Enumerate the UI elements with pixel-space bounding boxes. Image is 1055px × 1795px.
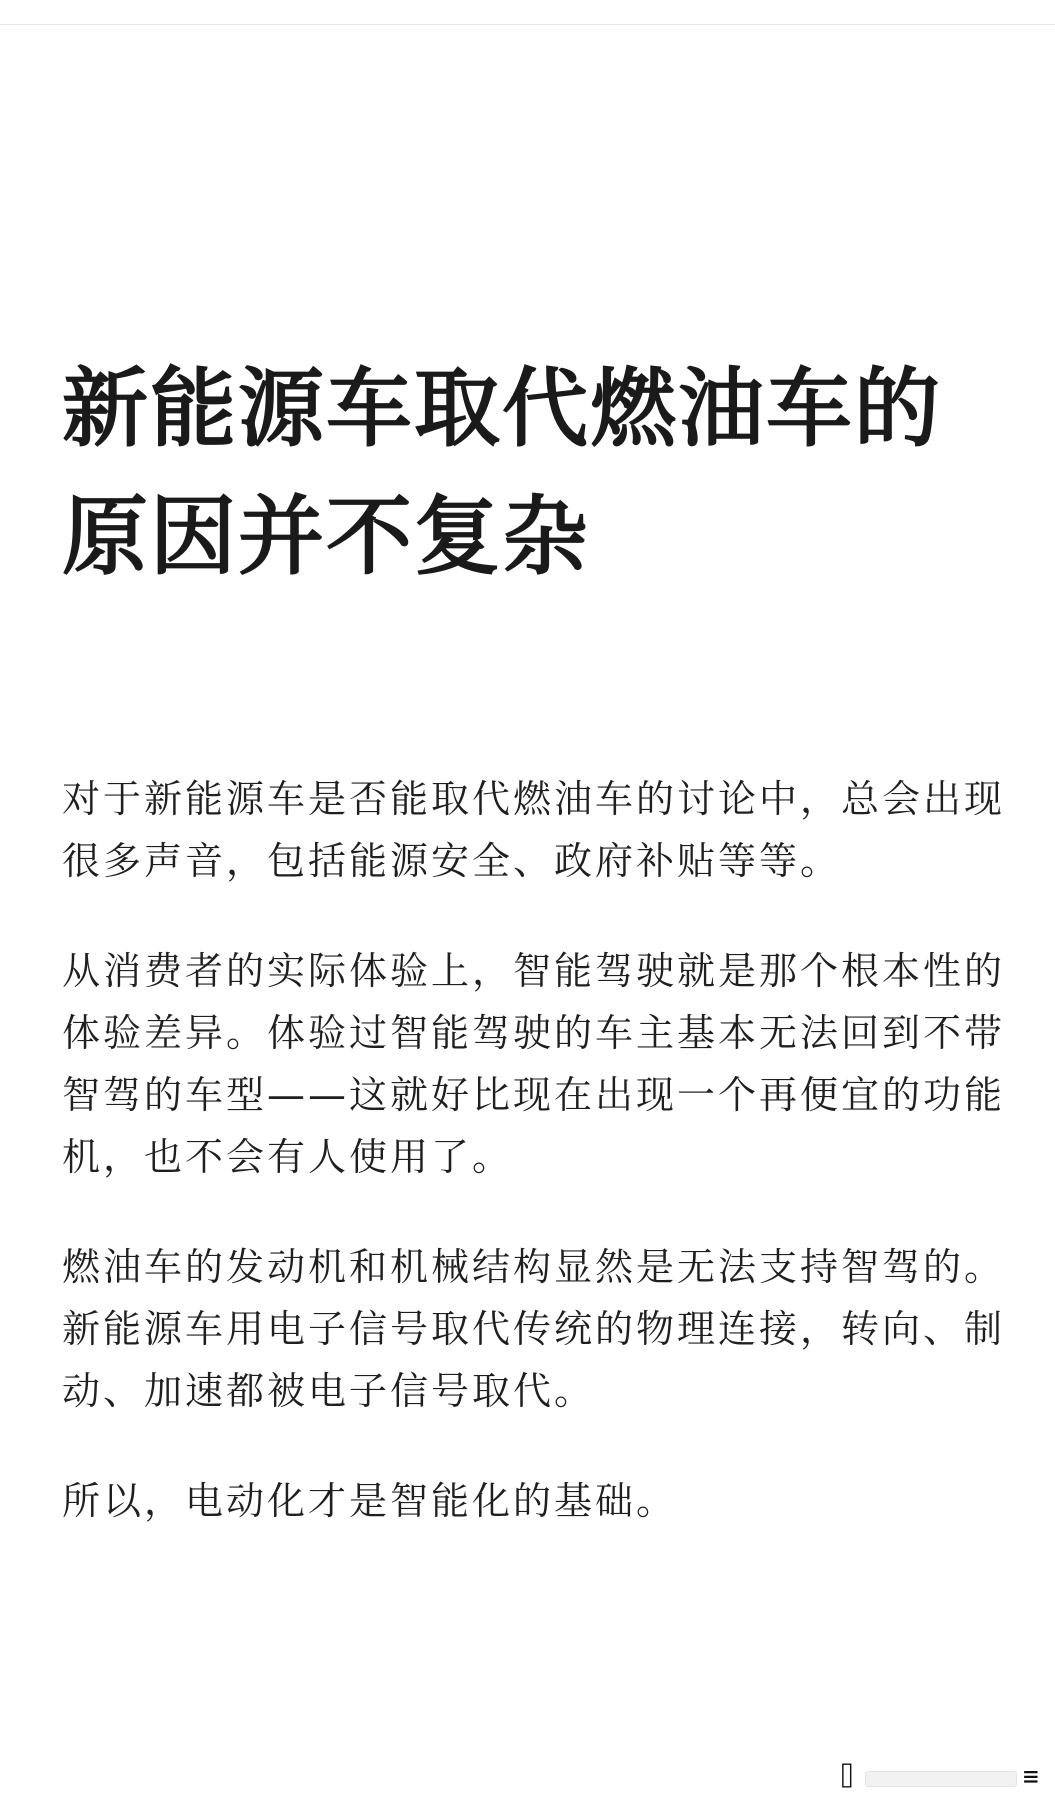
paragraph-3: 燃油车的发动机和机械结构显然是无法支持智驾的。新能源车用电子信号取代传统的物理连接，转向、制动、加速都被电子信号取代。 bbox=[62, 1245, 1006, 1413]
paragraph-4: 所以，电动化才是智能化的基础。 bbox=[62, 1479, 678, 1523]
article-title: 新能源车取代燃油车的原因并不复杂 bbox=[62, 359, 942, 587]
paragraph-2: 从消费者的实际体验上，智能驾驶就是那个根本性的体验差异。体验过智能驾驶的车主基本无法回到不带智驾的车型——这就好比现在出现一个再便宜的功能机，也不会有人使用了。 bbox=[62, 949, 1006, 1179]
article-body bbox=[62, 768, 1022, 1580]
corner-bar-icon bbox=[865, 1771, 1017, 1787]
top-divider bbox=[0, 24, 1055, 25]
corner-glyph-icon: ⌷ bbox=[839, 1762, 855, 1792]
paragraph-1: 对于新能源车是否能取代燃油车的讨论中，总会出现很多声音，包括能源安全、政府补贴等等。 bbox=[62, 777, 1006, 883]
watermark-icon bbox=[837, 1763, 1047, 1791]
corner-menu-icon: ≡ bbox=[1023, 1762, 1039, 1792]
